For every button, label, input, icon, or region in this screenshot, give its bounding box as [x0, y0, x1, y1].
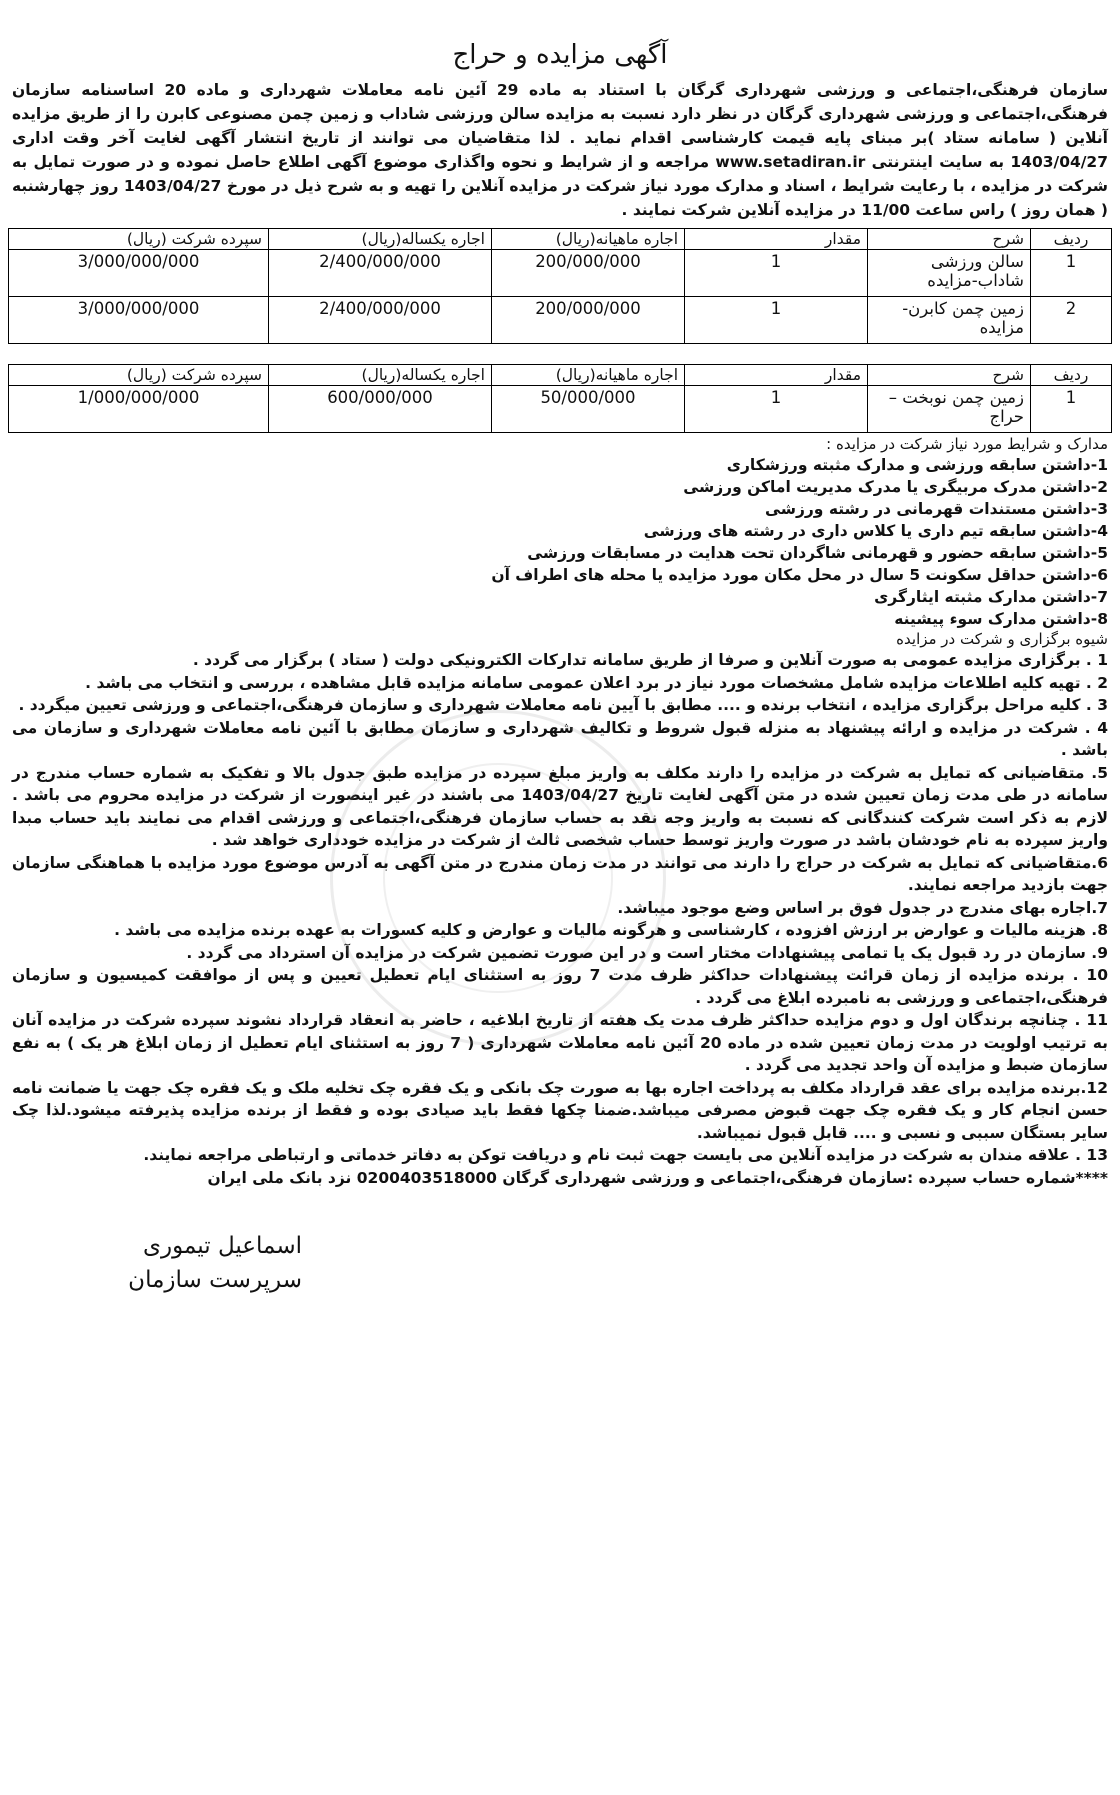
header-quantity: مقدار — [685, 365, 868, 386]
list-item: 10 . برنده مزایده از زمان قرائت پیشنهادات حداکثر ظرف مدت 7 روز به استثنای ایام تعطیل تعیین و پس از موافقت کمیسیون و سازمان فرهنگی،اجتماعی و ورزشی به نامبرده ابلاغ می گردد . — [12, 966, 1108, 1007]
cell-monthly-rent: 200/000/000 — [492, 297, 685, 344]
deposit-account: ****شماره حساب سپرده :سازمان فرهنگی،اجتماعی و ورزشی شهرداری گرگان 0200403518000 نزد بانک ملی ایران — [207, 1168, 1108, 1187]
header-row-number: ردیف — [1031, 229, 1112, 250]
cell-yearly-rent: 600/000/000 — [269, 386, 492, 433]
list-item: 7.اجاره بهای مندرج در جدول فوق بر اساس وضع موجود میباشد. — [617, 898, 1108, 917]
notice-title: آگهی مزایده و حراج — [452, 40, 668, 70]
list-item: 6-داشتن حداقل سکونت 5 سال در محل مکان مورد مزایده یا محله های اطراف آن — [491, 566, 1108, 584]
table-row — [9, 250, 1112, 297]
requirements-list — [8, 454, 1112, 630]
header-monthly-rent: اجاره ماهیانه(ریال) — [492, 365, 685, 386]
list-item: 13 . علاقه مندان به شرکت در مزایده آنلاین می بایست جهت ثبت نام و دریافت توکن به دفاتر خدماتی و ارتباطی مراجعه نمایند. — [143, 1146, 1108, 1164]
cell-description: زمین چمن کابرن-مزایده — [868, 297, 1031, 344]
list-item: 5-داشتن سابقه حضور و قهرمانی شاگردان تحت هدایت در مسابقات ورزشی — [527, 544, 1108, 562]
cell-monthly-rent: 200/000/000 — [492, 250, 685, 297]
cell-row-number: 2 — [1031, 297, 1112, 344]
cell-row-number: 1 — [1031, 386, 1112, 433]
auction-table — [8, 228, 1112, 344]
header-yearly-rent: اجاره یکساله(ریال) — [269, 229, 492, 250]
header-yearly-rent: اجاره یکساله(ریال) — [269, 365, 492, 386]
cell-quantity: 1 — [685, 386, 868, 433]
header-deposit: سپرده شرکت (ریال) — [9, 365, 269, 386]
cell-description: زمین چمن نوبخت – حراج — [868, 386, 1031, 433]
cell-monthly-rent: 50/000/000 — [492, 386, 685, 433]
table-row — [9, 386, 1112, 433]
cell-quantity: 1 — [685, 297, 868, 344]
cell-deposit: 3/000/000/000 — [9, 297, 269, 344]
list-item: 3 . کلیه مراحل برگزاری مزایده ، انتخاب برنده و .... مطابق با آیین نامه معاملات شهرداری و سازمان فرهنگی،اجتماعی و ورزشی تعیین میگردد . — [18, 696, 1108, 714]
table-header-row — [9, 229, 1112, 250]
cell-quantity: 1 — [685, 250, 868, 297]
header-quantity: مقدار — [685, 229, 868, 250]
header-description: شرح — [868, 229, 1031, 250]
cell-description: سالن ورزشی شاداب-مزایده — [868, 250, 1031, 297]
method-title: شیوه برگزاری و شرکت در مزایده — [896, 630, 1108, 648]
list-item: 11 . چنانچه برندگان اول و دوم مزایده حداکثر ظرف مدت یک هفته از تاریخ ابلاغیه ، حاضر به انعقاد قرارداد نشوند سپرده شرکت در مزایده آنان به ترتیب اولویت در مدت زمان تعیین شده در ماده 20 آئین نامه معاملات شهرداری ( 7 روز به استثنای ایام تعطیل از زمان ابلاغ هر یک ) به نفع سازمان ضبط و مزایده آن واحد تجدید می گردد . — [12, 1011, 1108, 1074]
conditions-list — [8, 649, 1112, 1167]
signature-block — [8, 1229, 302, 1297]
list-item: 6.متقاضیانی که تمایل به شرکت در حراج را دارند می توانند در مدت زمان مندرج در متن آگهی به آدرس موضوع مورد مزایده با هماهنگی سازمان جهت بازدید مراجعه نمایند. — [12, 853, 1108, 894]
cell-deposit: 1/000/000/000 — [9, 386, 269, 433]
list-item: 2 . تهیه کلیه اطلاعات مزایده شامل مشخصات مورد نیاز در برد اعلان عمومی سامانه مزایده قابل مشاهده ، بررسی و انتخاب می باشد . — [85, 673, 1108, 692]
header-row-number: ردیف — [1031, 365, 1112, 386]
auction-sale-table — [8, 364, 1112, 433]
list-item: 1 . برگزاری مزایده عمومی به صورت آنلاین و صرفا از طریق سامانه تدارکات الکترونیکی دولت ( ستاد ) برگزار می گردد . — [192, 651, 1108, 669]
list-item: 9. سازمان در رد قبول یک یا تمامی پیشنهادات مختار است و در این صورت تضمین شرکت در مزایده آن استرداد می گردد . — [186, 943, 1108, 962]
table-header-row — [9, 365, 1112, 386]
header-monthly-rent: اجاره ماهیانه(ریال) — [492, 229, 685, 250]
list-item: 1-داشتن سابقه ورزشی و مدارک مثبته ورزشکاری — [726, 456, 1108, 474]
list-item: 12.برنده مزایده برای عقد قرارداد مکلف به پرداخت اجاره بها به صورت چک بانکی و یک فقره چک تخلیه ملک و یک فقره چک جهت یا ضمانت نامه حسن انجام کار و یک فقره چک جهت قبوض مصرفی میباشد.ضمنا چکها فقط باید صیادی بوده و فقط از برنده مزایده پذیرفته میشود.لذا چک سایر بستگان سببی و نسبی و .... قابل قبول نمیباشد. — [12, 1078, 1108, 1142]
table-row — [9, 297, 1112, 344]
cell-yearly-rent: 2/400/000/000 — [269, 297, 492, 344]
cell-yearly-rent: 2/400/000/000 — [269, 250, 492, 297]
list-item: 4-داشتن سابقه تیم داری یا کلاس داری در رشته های ورزشی — [643, 522, 1108, 540]
header-description: شرح — [868, 365, 1031, 386]
signer-name: اسماعیل تیموری — [143, 1232, 302, 1259]
signer-role: سرپرست سازمان — [128, 1266, 302, 1293]
list-item: 8. هزینه مالیات و عوارض بر ارزش افزوده ، کارشناسی و هرگونه مالیات و عوارض و کلیه کسورات به عهده برنده مزایده می باشد . — [114, 921, 1108, 939]
cell-deposit: 3/000/000/000 — [9, 250, 269, 297]
list-item: 3-داشتن مستندات قهرمانی در رشته ورزشی — [765, 500, 1108, 518]
list-item: 4 . شرکت در مزایده و ارائه پیشنهاد به منزله قبول شروط و تکالیف شهرداری و سازمان مطابق با آئین نامه معاملات شهرداری و سازمان می باشد . — [12, 718, 1108, 759]
header-deposit: سپرده شرکت (ریال) — [9, 229, 269, 250]
notice-document — [8, 40, 1112, 1297]
intro-paragraph: سازمان فرهنگی،اجتماعی و ورزشی شهرداری گرگان با استناد به ماده 29 آئین نامه معاملات شهرداری و ماده 20 اساسنامه سازمان فرهنگی،اجتماعی و ورزشی شهرداری گرگان در نظر دارد نسبت به مزایده سالن ورزشی شاداب و زمین چمن مصنوعی کابرن را از طریق مزایده آنلاین ( سامانه ستاد )بر مبنای پایه قیمت کارشناسی اقدام نماید . لذا متقاضیان می توانند از تاریخ انتشار آگهی لغایت آخر وقت اداری 1403/04/27 به سایت اینترنتی www.setadiran.ir مراجعه و از شرایط و نحوه واگذاری موضوع آگهی اطلاع حاصل نموده و در صورت تمایل به شرکت در مزایده ، با رعایت شرایط ، اسناد و مدارک مورد نیاز شرکت در مزایده آنلاین را تهیه و به شرح ذیل در مورخ 1403/04/27 روز چهارشنبه ( همان روز ) راس ساعت 11/00 در مزایده آنلاین شرکت نمایند . — [12, 81, 1109, 219]
list-item: 7-داشتن مدارک مثبته ایثارگری — [874, 588, 1108, 606]
cell-row-number: 1 — [1031, 250, 1112, 297]
list-item: 2-داشتن مدرک مربیگری یا مدرک مدیریت اماکن ورزشی — [683, 478, 1108, 496]
requirements-title: مدارک و شرایط مورد نیاز شرکت در مزایده : — [826, 435, 1108, 453]
list-item: 5. متقاضیانی که تمایل به شرکت در مزایده را دارند مکلف به واریز مبلغ سپرده در مزایده طبق جدول بالا و تفکیک به شماره حساب مندرج در سامانه در طی مدت زمان تعیین شده در متن آگهی لغایت تاریخ 1403/04/27 می باشند در غیر اینصورت از شرکت در مزایده محروم می باشد . لازم به ذکر است شرکت کنندگانی که نسبت به واریز وجه نقد به حساب سازمان فرهنگی،اجتماعی و ورزشی اقدام می نمایند باید حساب مبدا واریز سپرده به نام خودشان باشد در صورت واریز توسط حساب شخصی ثالث از شرکت در مزایده خودداری خواهد شد . — [12, 763, 1108, 849]
list-item: 8-داشتن مدارک سوء پیشینه — [894, 610, 1108, 628]
